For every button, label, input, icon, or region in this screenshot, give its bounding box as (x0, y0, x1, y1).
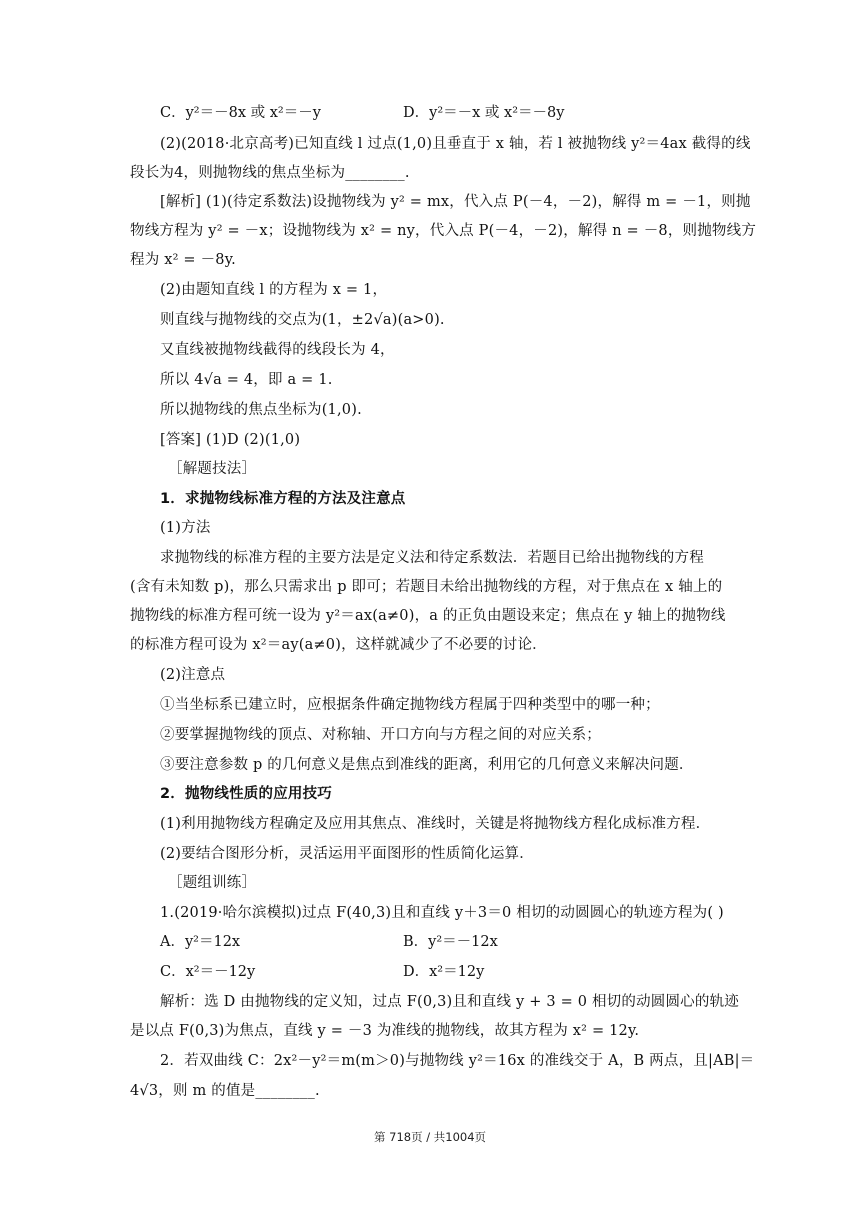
solution-line: 所以 4√a = 4，即 a = 1. (160, 372, 333, 388)
exercise-1-solution: 解析：选 D 由抛物线的定义知，过点 F(0,3)且和直线 y + 3 = 0 相切的动圆圆心的轨迹 (160, 994, 739, 1010)
list-item: ③要注意参数 p 的几何意义是焦点到准线的距离，利用它的几何意义来解决问题． (160, 757, 694, 773)
subsection-heading: 2．抛物线性质的应用技巧 (160, 786, 332, 802)
solution-line: (2)由题知直线 l 的方程为 x = 1， (160, 282, 388, 298)
paragraph-line: 抛物线的标准方程可统一设为 y²＝ax(a≠0)，a 的正负由题设来定；焦点在 y 轴上的抛物线 (130, 608, 726, 624)
solution-line: [解析] (1)(待定系数法)设抛物线为 y² = mx，代入点 P(－4，－2)，解得 m = －1，则抛 (160, 194, 751, 210)
paragraph-line: (2)要结合图形分析，灵活运用平面图形的性质简化运算． (160, 846, 534, 862)
answer-line: [答案] (1)D (2)(1,0) (160, 432, 301, 448)
option-d: D．x²＝12y (403, 964, 485, 980)
exercise-2-question-cont: 4√3，则 m 的值是________. (130, 1083, 320, 1099)
section-heading: ［解题技法］ (168, 461, 257, 477)
exercise-2-question: 2．若双曲线 C：2x²－y²＝m(m＞0)与抛物线 y²＝16x 的准线交于 A，B 两点，且|AB|＝ (160, 1053, 755, 1069)
question-2-text: (2)(2018·北京高考)已知直线 l 过点(1,0)且垂直于 x 轴，若 l 被抛物线 y²＝4ax 截得的线 (160, 136, 751, 152)
paragraph-heading: (2)注意点 (160, 667, 226, 683)
option-d: D．y²＝－x 或 x²＝－8y (403, 105, 565, 121)
paragraph-line: (1)利用抛物线方程确定及应用其焦点、准线时，关键是将抛物线方程化成标准方程． (160, 816, 711, 832)
solution-line: 程为 x² = －8y. (130, 252, 236, 268)
paragraph-line: (含有未知数 p)，那么只需求出 p 即可；若题目未给出抛物线的方程，对于焦点在 x 轴上的 (130, 579, 723, 595)
solution-line: 所以抛物线的焦点坐标为(1,0). (160, 402, 362, 418)
paragraph-heading: (1)方法 (160, 520, 211, 536)
solution-line: 又直线被抛物线截得的线段长为 4， (160, 342, 395, 358)
option-c: C．y²＝－8x 或 x²＝－y (160, 105, 321, 121)
paragraph-line: 的标准方程可设为 x²＝ay(a≠0)，这样就减少了不必要的讨论． (130, 637, 547, 653)
list-item: ①当坐标系已建立时，应根据条件确定抛物线方程属于四种类型中的哪一种； (160, 697, 660, 713)
solution-line: 物线方程为 y² = －x；设抛物线为 x² = ny，代入点 P(－4，－2)，解得 n = －8，则抛物线方 (130, 223, 757, 239)
exercise-1-question: 1.(2019·哈尔滨模拟)过点 F(40,3)且和直线 y＋3＝0 相切的动圆圆心的轨迹方程为( ) (160, 905, 724, 921)
subsection-heading: 1．求抛物线标准方程的方法及注意点 (160, 491, 406, 507)
option-c: C．x²＝－12y (160, 964, 256, 980)
section-heading: ［题组训练］ (168, 875, 257, 891)
question-2-text-cont: 段长为4，则抛物线的焦点坐标为________. (130, 165, 410, 181)
list-item: ②要掌握抛物线的顶点、对称轴、开口方向与方程之间的对应关系； (160, 727, 601, 743)
solution-line: 则直线与抛物线的交点为(1，±2√a)(a>0). (160, 312, 445, 328)
option-b: B．y²＝－12x (403, 934, 498, 950)
paragraph-line: 求抛物线的标准方程的主要方法是定义法和待定系数法．若题目已给出抛物线的方程 (160, 550, 704, 566)
exercise-1-solution-cont: 是以点 F(0,3)为焦点，直线 y = －3 为准线的抛物线，故其方程为 x² = 12y. (130, 1023, 640, 1039)
option-a: A．y²＝12x (160, 934, 241, 950)
page-footer: 第 718页 / 共1004页 (373, 1130, 487, 1144)
